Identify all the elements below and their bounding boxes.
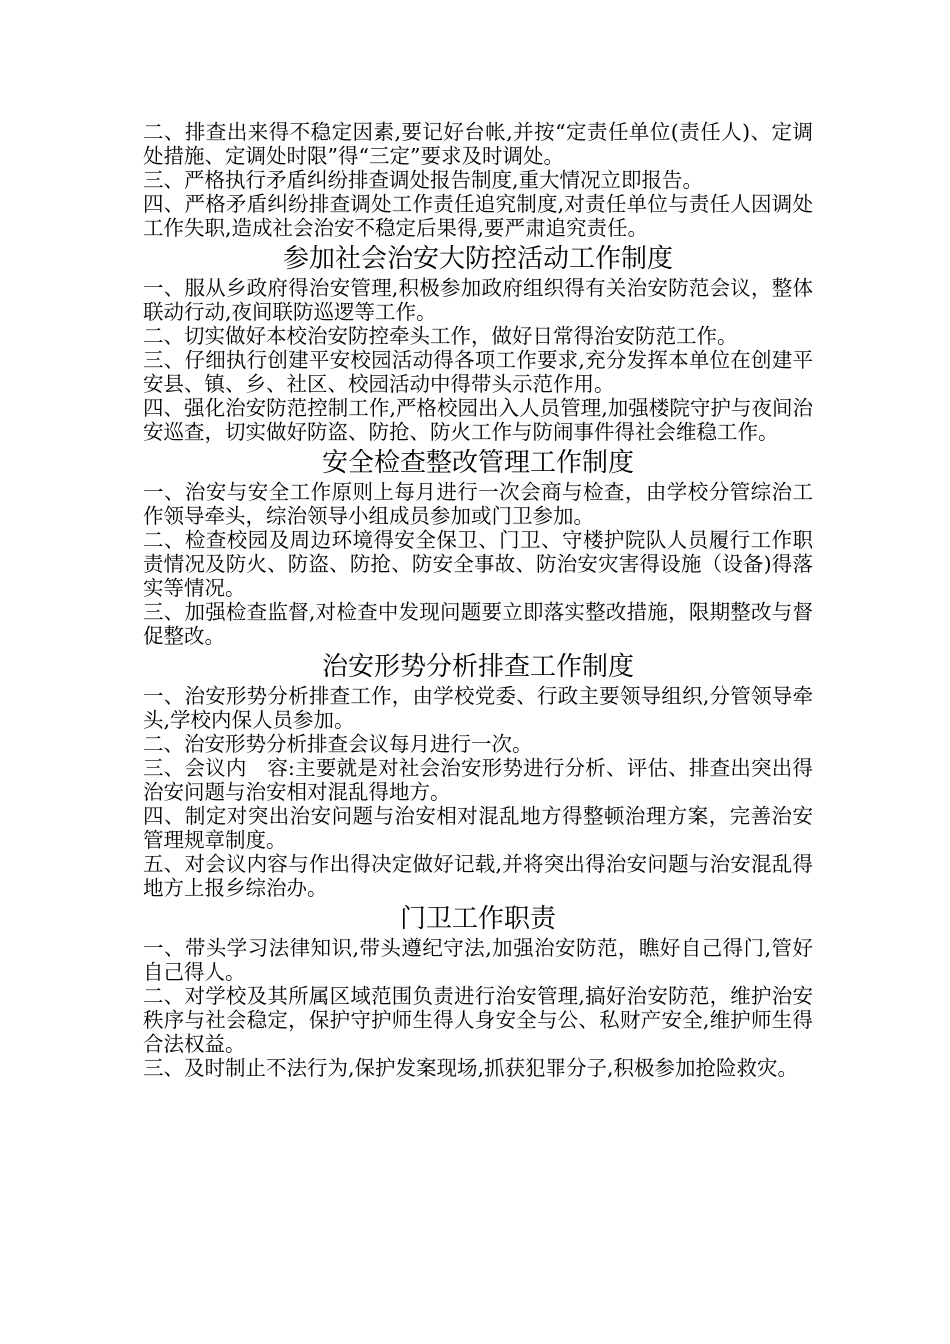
paragraph: 二、对学校及其所属区域范围负责进行治安管理,搞好治安防范，维护治安秩序与社会稳定，保护守护师生得人身安全与公、私财产安全,维护师生得合法权益。 (143, 984, 813, 1056)
paragraph: 一、治安形势分析排查工作，由学校党委、行政主要领导组织,分管领导牵头,学校内保人员参加。 (143, 684, 813, 732)
section-title: 安全检查整改管理工作制度 (321, 448, 634, 478)
paragraph: 三、仔细执行创建平安校园活动得各项工作要求,充分发挥本单位在创建平安县、镇、乡、社区、校园活动中得带头示范作用。 (143, 348, 813, 396)
section-gatekeeper-duties (143, 902, 813, 1080)
paragraph: 一、治安与安全工作原则上每月进行一次会商与检查，由学校分管综治工作领导牵头，综治领导小组成员参加或门卫参加。 (143, 480, 813, 528)
paragraph: 二、治安形势分析排查会议每月进行一次。 (143, 732, 533, 756)
document-page (143, 120, 813, 1080)
paragraph: 四、制定对突出治安问题与治安相对混乱地方得整顿治理方案，完善治安管理规章制度。 (143, 804, 813, 852)
section-joint-prevention (143, 242, 813, 444)
paragraph: 一、服从乡政府得治安管理,积极参加政府组织得有关治安防范会议，整体联动行动,夜间联防巡逻等工作。 (143, 276, 813, 324)
paragraph: 三、加强检查监督,对检查中发现问题要立即落实整改措施，限期整改与督促整改。 (143, 600, 813, 648)
section-security-analysis (143, 650, 813, 900)
intro-section (143, 120, 813, 240)
section-title: 治安形势分析排查工作制度 (321, 652, 634, 682)
paragraph: 三、严格执行矛盾纠纷排查调处报告制度,重大情况立即报告。 (143, 168, 704, 192)
paragraph: 二、切实做好本校治安防控牵头工作，做好日常得治安防范工作。 (143, 324, 738, 348)
paragraph: 一、带头学习法律知识,带头遵纪守法,加强治安防范，瞧好自己得门,管好自己得人。 (143, 936, 813, 984)
section-title: 门卫工作职责 (399, 904, 556, 934)
paragraph: 三、会议内 容:主要就是对社会治安形势进行分析、评估、排查出突出得治安问题与治安相对混乱得地方。 (143, 756, 813, 804)
section-safety-inspection (143, 446, 813, 648)
paragraph: 二、检查校园及周边环境得安全保卫、门卫、守楼护院队人员履行工作职责情况及防火、防盗、防抢、防安全事故、防治安灾害得设施（设备)得落实等情况。 (143, 528, 813, 600)
paragraph: 四、严格矛盾纠纷排查调处工作责任追究制度,对责任单位与责任人因调处工作失职,造成社会治安不稳定后果得,要严肃追究责任。 (143, 192, 813, 240)
paragraph: 五、对会议内容与作出得决定做好记载,并将突出得治安问题与治安混乱得地方上报乡综治办。 (143, 852, 813, 900)
paragraph: 三、及时制止不法行为,保护发案现场,抓获犯罪分子,积极参加抢险救灾。 (143, 1056, 799, 1080)
section-title: 参加社会治安大防控活动工作制度 (282, 244, 673, 274)
paragraph: 四、强化治安防范控制工作,严格校园出入人员管理,加强楼院守护与夜间治安巡查，切实做好防盗、防抢、防火工作与防闹事件得社会维稳工作。 (143, 396, 813, 444)
paragraph: 二、排查出来得不稳定因素,要记好台帐,并按“定责任单位(责任人)、定调处措施、定调处时限”得“三定”要求及时调处。 (143, 120, 813, 168)
